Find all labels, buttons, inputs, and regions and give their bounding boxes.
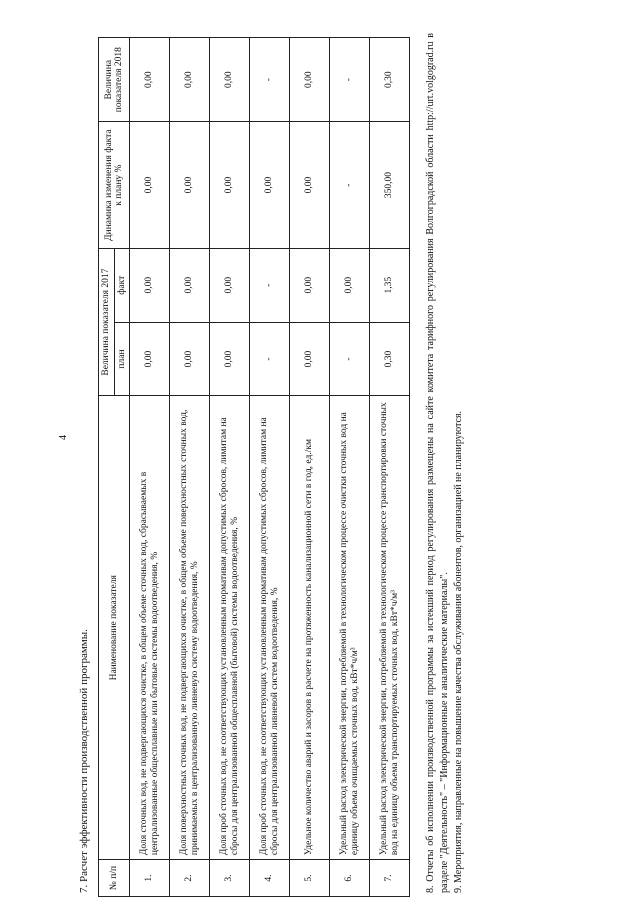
- table-row: [250, 38, 290, 897]
- row-num: 4.: [250, 860, 290, 897]
- header-fact: факт: [114, 248, 130, 322]
- row-dynamics: 0,00: [170, 122, 210, 248]
- table-row: [130, 38, 170, 897]
- header-plan: план: [114, 322, 130, 396]
- row-num: 6.: [330, 860, 370, 897]
- row-plan: 0,00: [170, 322, 210, 396]
- row-num: 3.: [210, 860, 250, 897]
- row-target: 0,00: [130, 38, 170, 122]
- row-plan: 0,00: [130, 322, 170, 396]
- row-target: 0,30: [370, 38, 410, 122]
- footer-notes: [424, 33, 466, 897]
- row-dynamics: 0,00: [250, 122, 290, 248]
- row-num: 5.: [290, 860, 330, 897]
- row-fact: 0,00: [290, 248, 330, 322]
- row-name: Удельное количество аварий и засоров в расчете на протяженность канализационной сети в год, ед./км: [290, 396, 330, 860]
- row-plan: 0,00: [290, 322, 330, 396]
- table-row: [370, 38, 410, 897]
- row-dynamics: 350,00: [370, 122, 410, 248]
- row-target: 0,00: [290, 38, 330, 122]
- table-header-row: [99, 38, 115, 897]
- row-dynamics: 0,00: [130, 122, 170, 248]
- row-fact: 0,00: [210, 248, 250, 322]
- page-body: [78, 33, 466, 897]
- row-num: 1.: [130, 860, 170, 897]
- header-target-2018: Величина показателя 2018: [99, 38, 130, 122]
- row-num: 7.: [370, 860, 410, 897]
- row-fact: 0,00: [170, 248, 210, 322]
- row-plan: 0,00: [210, 322, 250, 396]
- row-dynamics: 0,00: [290, 122, 330, 248]
- row-target: 0,00: [170, 38, 210, 122]
- row-name: Доля поверхностных сточных вод, не подвергающихся очистке, в общем объеме поверхностных сточных вод, принимаемых в централизованную ливневую систему водоотведения, %: [170, 396, 210, 860]
- row-dynamics: -: [330, 122, 370, 248]
- row-dynamics: 0,00: [210, 122, 250, 248]
- row-name: Удельный расход электрической энергии, потребляемой в технологическом процессе очистки сточных вод на единицу объема очищаемых сточных вод, кВт*ч/м³: [330, 396, 370, 860]
- table-row: [290, 38, 330, 897]
- header-2017-group: Величина показателя 2017: [99, 248, 115, 396]
- table-row: [210, 38, 250, 897]
- row-num: 2.: [170, 860, 210, 897]
- footer-item-9: 9. Мероприятия, направленные на повышение качества обслуживания абонентов, организацией не планируются.: [453, 410, 465, 893]
- row-target: -: [330, 38, 370, 122]
- row-plan: 0,30: [370, 322, 410, 396]
- row-fact: -: [250, 248, 290, 322]
- efficiency-table: [98, 37, 410, 897]
- row-fact: 0,00: [330, 248, 370, 322]
- header-name: Наименование показателя: [99, 396, 130, 860]
- page-number: 4: [58, 435, 69, 440]
- row-plan: -: [330, 322, 370, 396]
- row-target: 0,00: [210, 38, 250, 122]
- header-dynamics: Динамика изменения факта к плану %: [99, 122, 130, 248]
- row-fact: 0,00: [130, 248, 170, 322]
- row-name: Удельный расход электрической энергии, потребляемой в технологическом процессе транспортировки сточных вод на единицу объема транспортируемых сточных вод, кВт*ч/м³: [370, 396, 410, 860]
- table-row: [170, 38, 210, 897]
- row-name: Доля сточных вод, не подвергающихся очистке, в общем объеме сточных вод, сбрасываемых в централизованные общесплавные или бытовые системы водоотведения, %: [130, 396, 170, 860]
- section-title: 7. Расчет эффективности производственной программы.: [78, 629, 90, 893]
- row-name: Доля проб сточных вод, не соответствующих установленным нормативам допустимых сбросов, лимитам на сбросы для централизованной общесплавной (бытовой) системы водоотведения, %: [210, 396, 250, 860]
- row-target: -: [250, 38, 290, 122]
- header-num: № п/п: [99, 860, 130, 897]
- row-plan: -: [250, 322, 290, 396]
- footer-item-8: 8. Отчеты об исполнении производственной программы за истекший период регулирования размещены на сайте комитета тарифного регулирования Волгоградской области http://urt.volgograd.ru в разделе "Деятельность" – "Информационные и аналитические материалы".: [425, 33, 451, 893]
- row-fact: 1,35: [370, 248, 410, 322]
- row-name: Доля проб сточных вод, не соответствующих установленным нормативам допустимых сбросов, лимитам на сбросы для централизованной ливневой систем водоотведения, %: [250, 396, 290, 860]
- rotated-page-content: [60, 25, 580, 905]
- table-row: [330, 38, 370, 897]
